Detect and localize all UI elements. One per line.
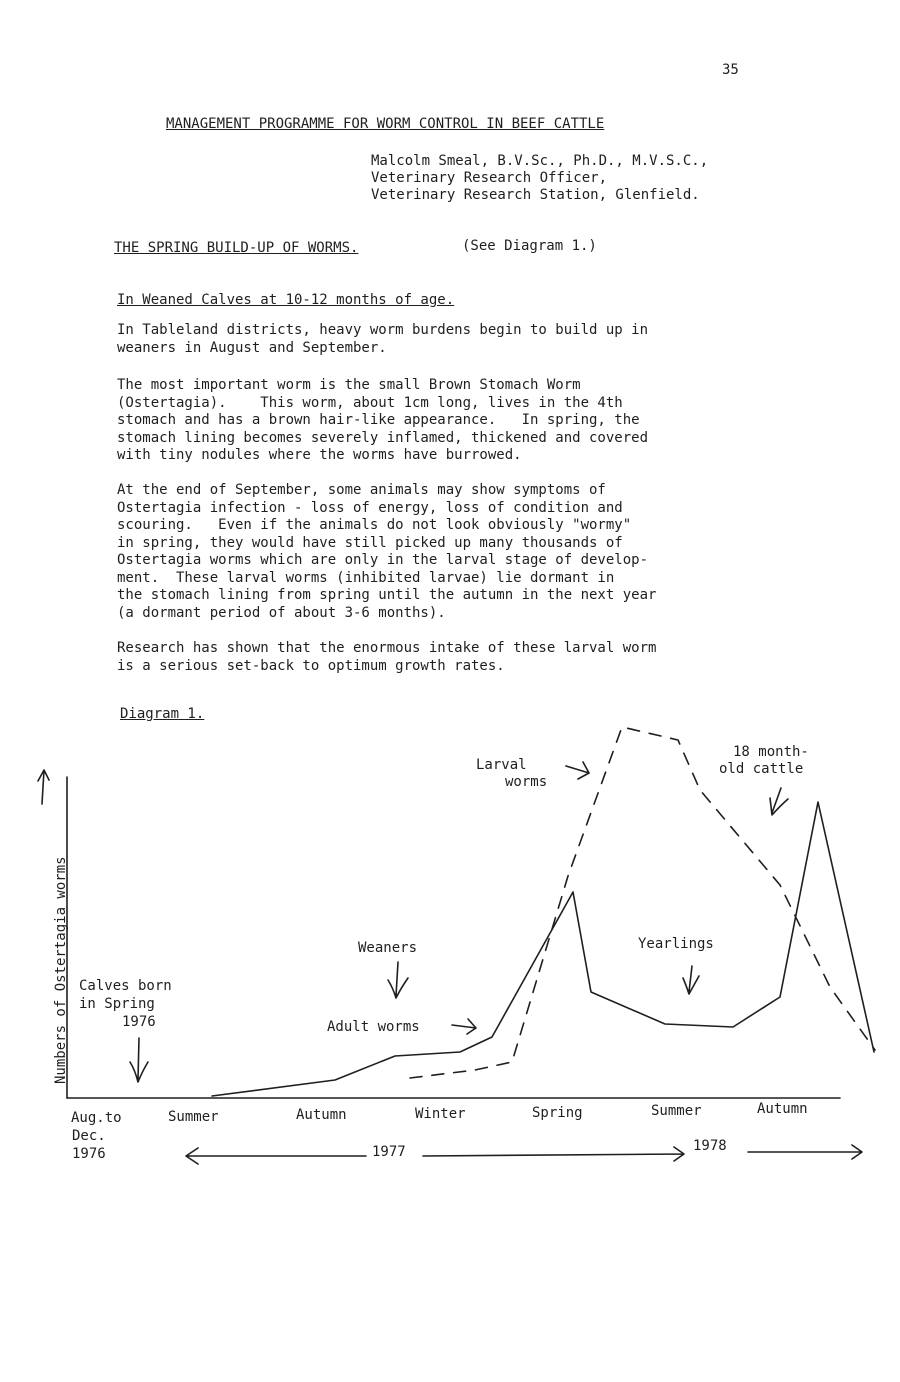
text-line: In Tableland districts, heavy worm burdens begin to build up in — [117, 322, 649, 338]
year-label: 1978 — [693, 1138, 727, 1154]
x-tick-label: Aug.to — [71, 1110, 122, 1126]
text-line: the stomach lining from spring until the autumn in the next year — [117, 587, 657, 603]
x-tick-label: Summer — [651, 1103, 702, 1119]
annotation-weaners: Weaners — [358, 940, 418, 956]
text-line: scouring. Even if the animals do not look obviously "wormy" — [117, 517, 632, 533]
text-line: is a serious set-back to optimum growth rates. — [117, 657, 505, 674]
x-tick-label: Dec. — [72, 1128, 106, 1144]
year-1977-arrow-icon — [186, 1148, 366, 1164]
text-line: Ostertagia worms which are only in the larval stage of develop- — [117, 552, 649, 568]
calves-arrow-icon — [130, 1038, 148, 1082]
x-tick-label: Autumn — [296, 1107, 347, 1123]
annotation-calves: in Spring — [79, 996, 155, 1012]
year-label: 1977 — [372, 1144, 406, 1160]
sub-heading: In Weaned Calves at 10-12 months of age. — [117, 292, 455, 308]
series-adult-worms — [212, 802, 874, 1096]
cattle-arrow-icon — [770, 788, 788, 815]
year-1978-arrow-icon — [748, 1145, 862, 1159]
x-tick-label: Autumn — [757, 1101, 808, 1117]
yearlings-arrow-icon — [683, 966, 699, 994]
x-tick-label: Summer — [168, 1109, 219, 1125]
adult-arrow-icon — [452, 1019, 476, 1034]
annotation-cattle: 18 month- — [733, 744, 809, 760]
larval-arrow-icon — [566, 762, 589, 779]
y-axis-arrow-icon — [38, 770, 49, 804]
series-larval-worms — [410, 727, 875, 1078]
text-line: Ostertagia infection - loss of energy, loss of condition and — [117, 499, 623, 516]
text-line: Research has shown that the enormous intake of these larval worm — [117, 640, 657, 656]
author-line: Veterinary Research Officer, — [371, 170, 608, 186]
text-line: (Ostertagia). This worm, about 1cm long, lives in the 4th — [117, 394, 623, 411]
text-line: The most important worm is the small Brown Stomach Worm — [117, 377, 581, 393]
x-tick-label: Winter — [415, 1106, 466, 1122]
text-line: ment. These larval worms (inhibited larvae) lie dormant in — [117, 569, 615, 586]
author-line: Malcolm Smeal, B.V.Sc., Ph.D., M.V.S.C., — [371, 153, 709, 169]
x-tick-label: 1976 — [72, 1146, 106, 1162]
author-line: Veterinary Research Station, Glenfield. — [371, 187, 700, 203]
text-line: stomach lining becomes severely inflamed, thickened and covered — [117, 429, 649, 446]
section-ref: (See Diagram 1.) — [462, 238, 597, 254]
text-line: stomach and has a brown hair-like appearance. In spring, the — [117, 412, 640, 428]
text-line: with tiny nodules where the worms have burrowed. — [117, 447, 522, 463]
page-number: 35 — [722, 62, 739, 78]
annotation-calves: Calves born — [79, 978, 172, 994]
text-line: (a dormant period of about 3-6 months). — [117, 604, 446, 621]
text-line: At the end of September, some animals may show symptoms of — [117, 482, 606, 498]
annotation-larval: worms — [505, 774, 548, 790]
annotation-calves: 1976 — [122, 1014, 156, 1030]
annotation-cattle: old cattle — [719, 761, 804, 777]
diagram-label: Diagram 1. — [120, 706, 205, 722]
annotation-adult-worms: Adult worms — [327, 1019, 420, 1035]
x-tick-label: Spring — [532, 1105, 583, 1121]
year-1977-arrow-icon — [423, 1147, 684, 1161]
annotation-larval: Larval — [476, 757, 527, 773]
weaners-arrow-icon — [388, 962, 408, 998]
page-title: MANAGEMENT PROGRAMME FOR WORM CONTROL IN BEEF CATTLE — [166, 116, 605, 132]
text-line: weaners in August and September. — [117, 339, 387, 356]
text-line: in spring, they would have still picked up many thousands of — [117, 534, 623, 551]
annotation-yearlings: Yearlings — [638, 936, 714, 952]
section-heading: THE SPRING BUILD-UP OF WORMS. — [114, 240, 359, 256]
y-axis-label: Numbers of Ostertagia worms — [53, 856, 69, 1084]
